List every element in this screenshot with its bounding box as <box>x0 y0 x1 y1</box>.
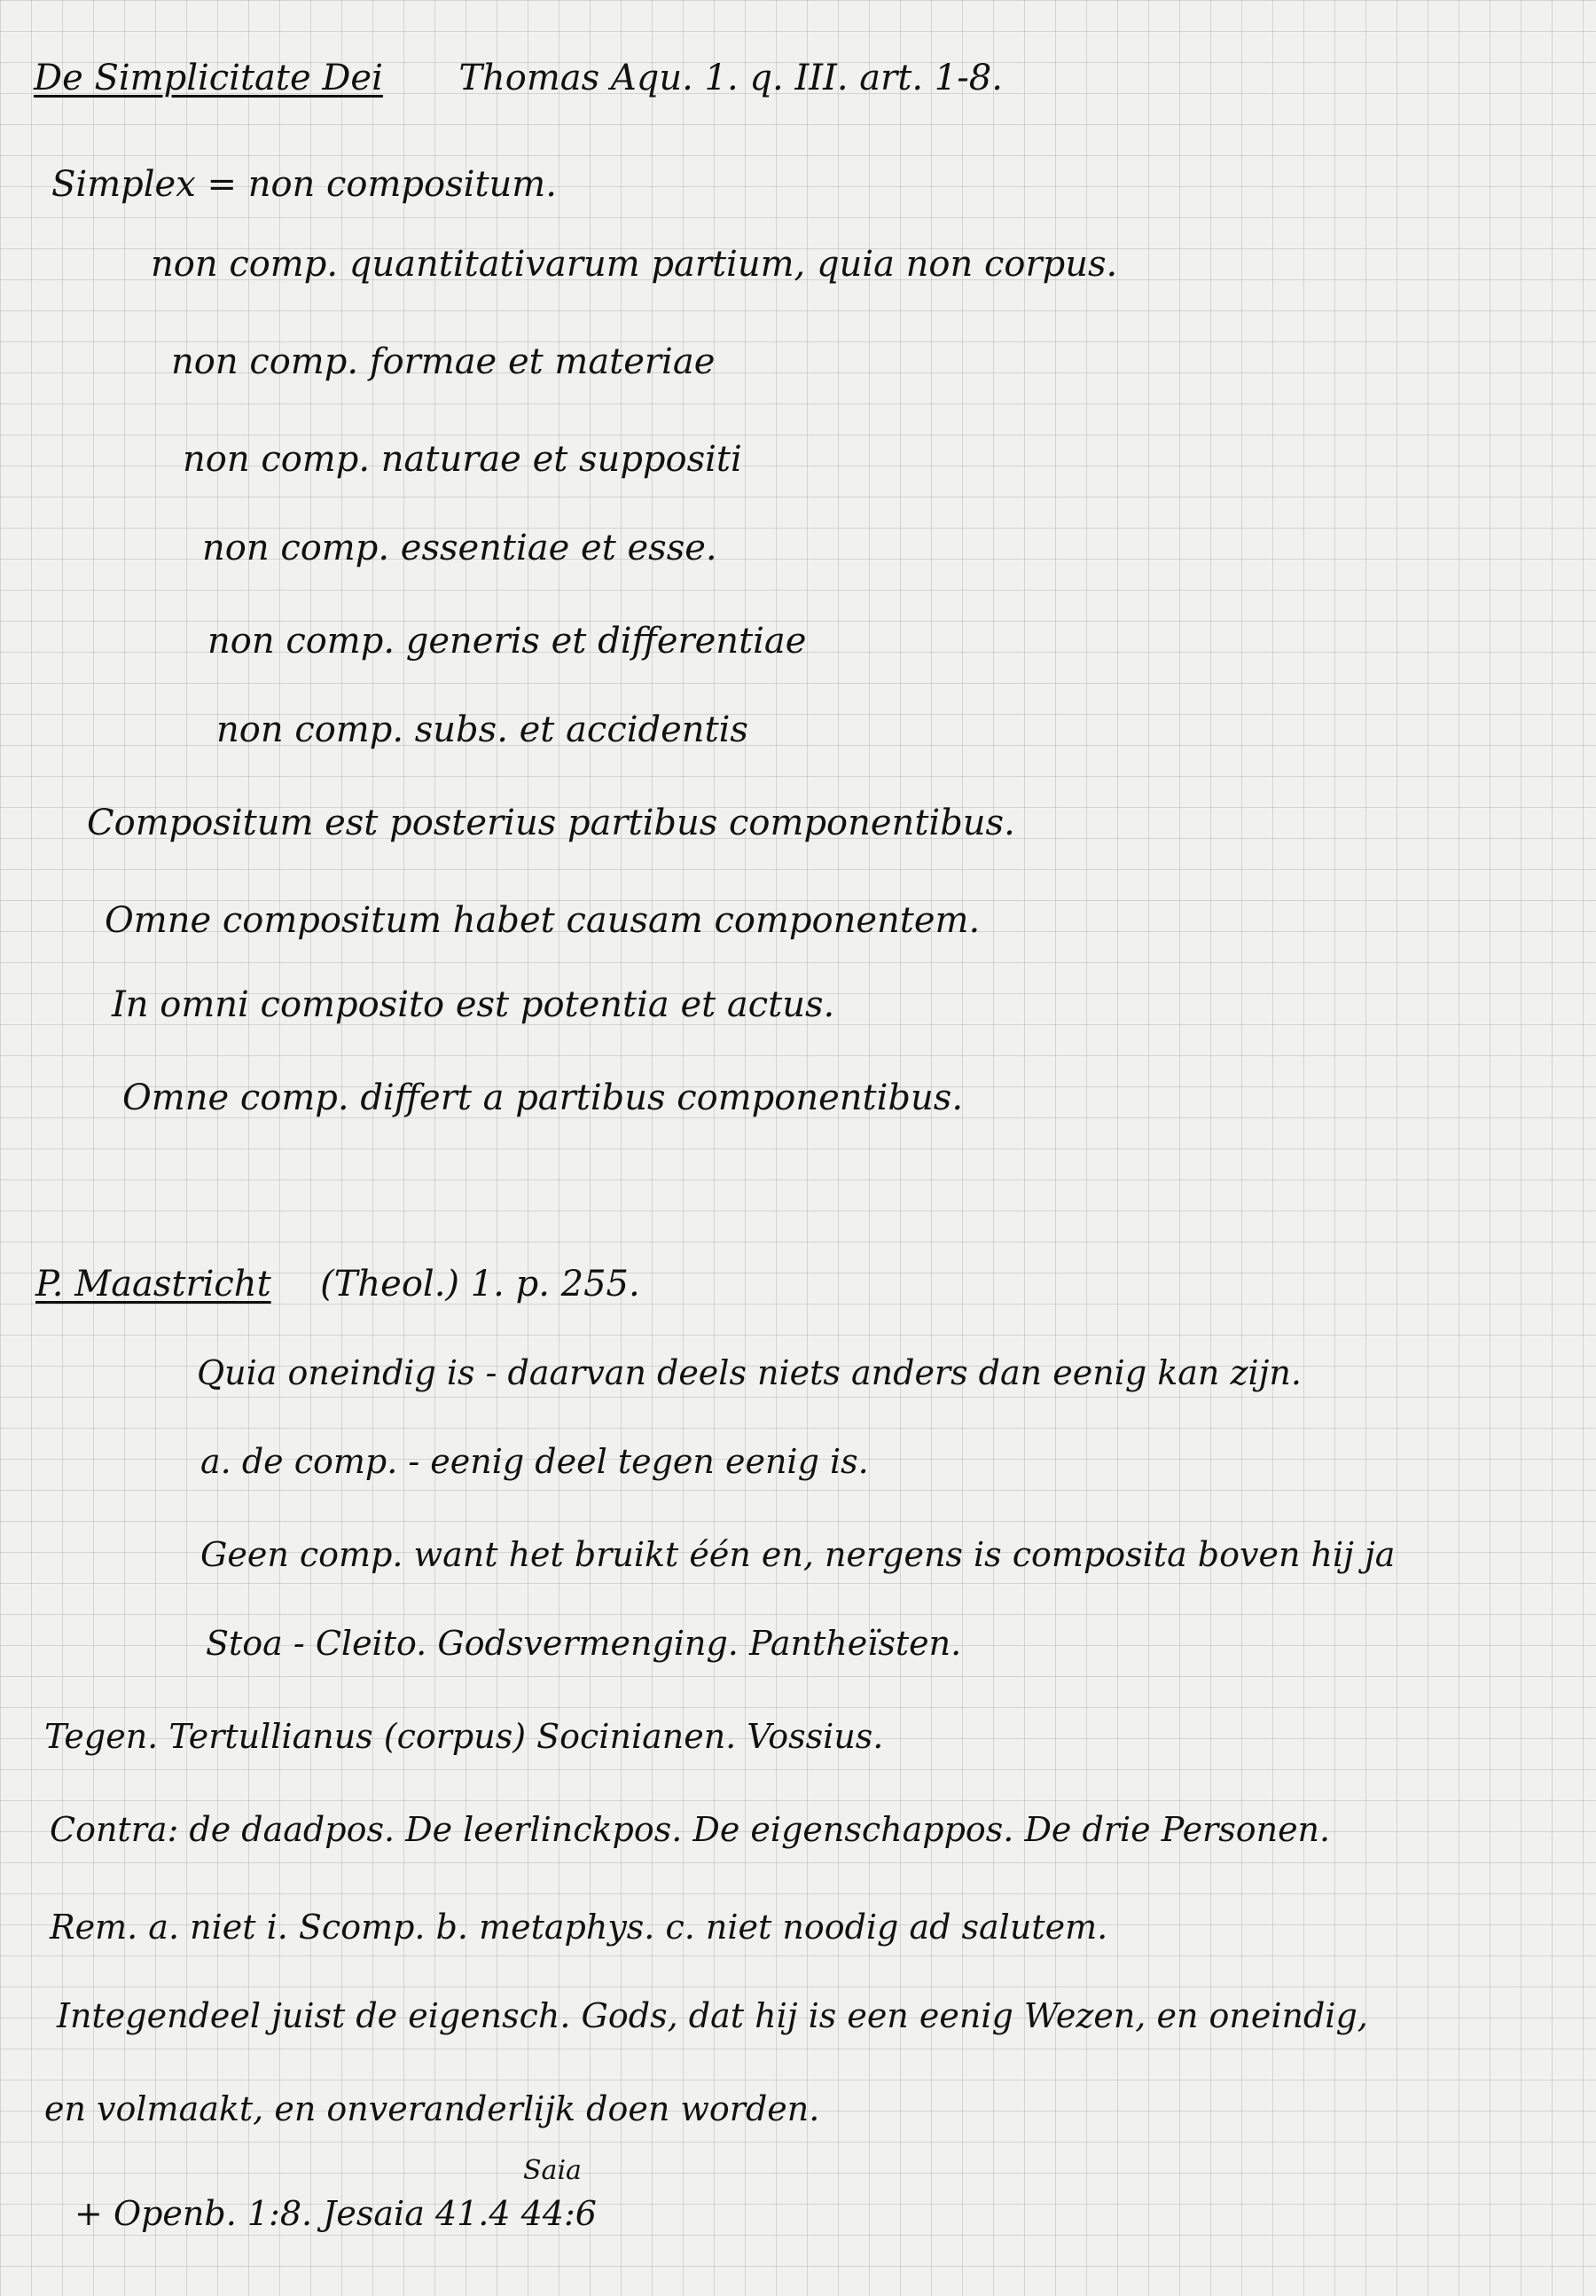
note-line: Tegen. Tertullianus (corpus) Socinianen. Vossius. <box>44 1717 884 1756</box>
note-line: Quia oneindig is - daarvan deels niets anders dan eenig kan zijn. <box>197 1353 1302 1392</box>
item-line: non comp. essentiae et esse. <box>202 528 717 568</box>
item-line: non comp. quantitativarum partium, quia non corpus. <box>151 244 1118 285</box>
section-reference: Thomas Aqu. 1. q. III. art. 1-8. <box>458 58 1003 98</box>
statement-line: Omne compositum habet causam componentem. <box>105 900 981 941</box>
statement-line: Compositum est posterius partibus componentibus. <box>87 803 1015 843</box>
intro-line: Simplex = non compositum. <box>51 164 557 205</box>
item-line: non comp. naturae et suppositi <box>183 439 742 480</box>
heading-line <box>34 55 1003 101</box>
note-line: Integendeel juist de eigensch. Gods, dat hij is een eenig Wezen, en oneindig, <box>57 1996 1368 2035</box>
section-title: De Simplicitate Dei <box>34 58 383 98</box>
footnote-text: Openb. 1:8. Jesaia 41.4 44:6 <box>113 2194 597 2233</box>
footnote-mark: + <box>74 2194 103 2233</box>
note-line: Geen comp. want het bruikt één en, nergens is composita boven hij ja <box>200 1535 1396 1574</box>
note-line: a. de comp. - eenig deel tegen eenig is. <box>200 1442 869 1481</box>
item-line: non comp. subs. et accidentis <box>216 709 748 750</box>
footnote-insertion: Saia <box>523 2155 582 2186</box>
note-line: en volmaakt, en onveranderlijk doen worden. <box>44 2089 820 2128</box>
statement-line: In omni composito est potentia et actus. <box>112 984 835 1025</box>
heading-line <box>35 1261 640 1307</box>
footnote-line <box>74 2190 597 2237</box>
item-line: non comp. formae et materiae <box>171 341 716 382</box>
statement-line: Omne comp. differt a partibus componentibus. <box>122 1077 964 1118</box>
note-line: Contra: de daadpos. De leerlinckpos. De eigenschappos. De drie Personen. <box>50 1810 1331 1849</box>
note-line: Stoa - Cleito. Godsvermenging. Pantheïsten. <box>206 1624 962 1663</box>
author-name: P. Maastricht <box>35 1264 271 1305</box>
note-line: Rem. a. niet i. Scomp. b. metaphys. c. niet noodig ad salutem. <box>50 1908 1108 1947</box>
author-reference: (Theol.) 1. p. 255. <box>320 1264 640 1305</box>
item-line: non comp. generis et differentiae <box>207 621 807 662</box>
